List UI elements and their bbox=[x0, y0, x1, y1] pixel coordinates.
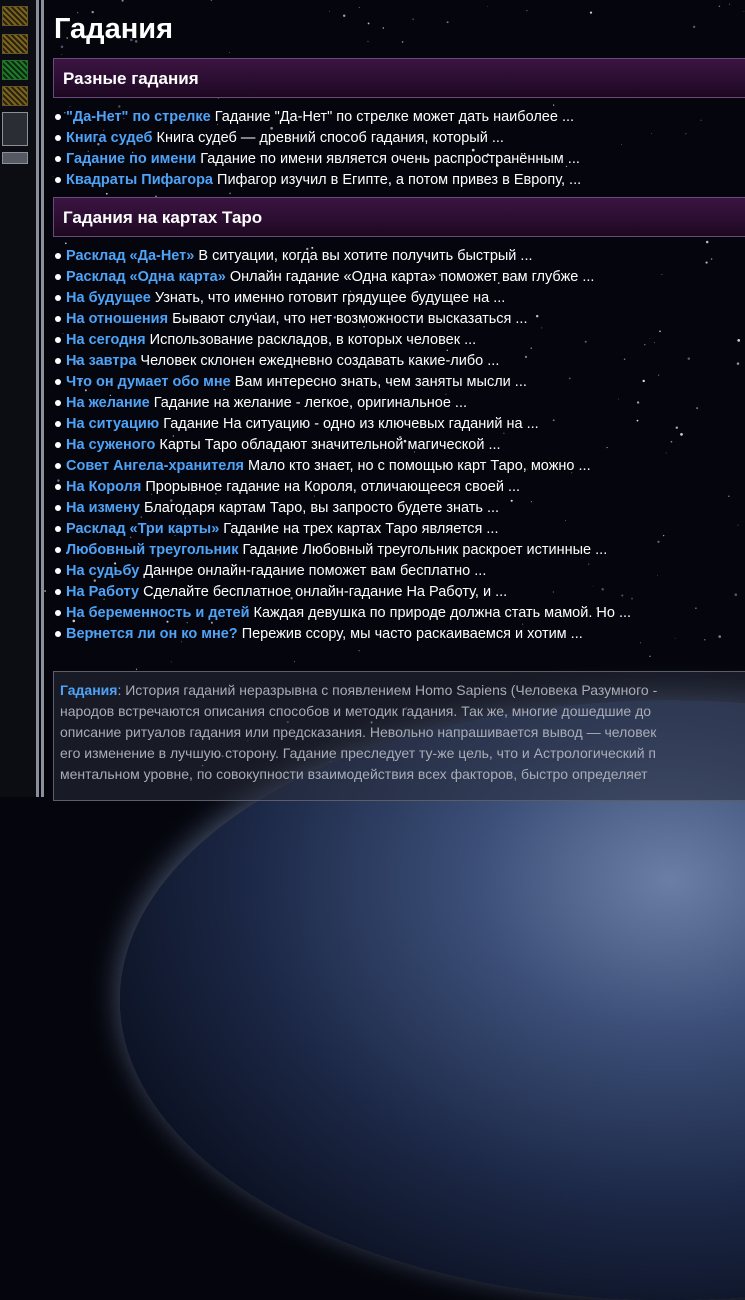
bullet-icon bbox=[55, 295, 61, 301]
item-description: Карты Таро обладают значительной магической ... bbox=[159, 437, 501, 453]
bullet-icon bbox=[55, 463, 61, 469]
star bbox=[61, 54, 62, 55]
item-link[interactable]: "Да-Нет" по стрелке bbox=[66, 109, 211, 125]
list-item bbox=[53, 170, 745, 191]
star bbox=[294, 661, 295, 662]
tarot-divination-list bbox=[53, 246, 745, 645]
item-description: Мало кто знает, но с помощью карт Таро, можно ... bbox=[248, 458, 591, 474]
item-link[interactable]: Совет Ангела-хранителя bbox=[66, 458, 244, 474]
info-line: его изменение в лучшую сторону. Гадание преследует ту-же цель, что и Астрологический п bbox=[60, 745, 656, 761]
item-description: Вам интересно знать, чем заняты мысли ... bbox=[234, 374, 527, 390]
list-item bbox=[53, 309, 745, 330]
rail-pattern-block bbox=[2, 86, 28, 106]
star bbox=[706, 241, 709, 244]
star bbox=[329, 11, 330, 12]
bullet-icon bbox=[55, 253, 61, 259]
bullet-icon bbox=[55, 610, 61, 616]
star bbox=[368, 22, 370, 24]
star bbox=[65, 243, 67, 245]
misc-divination-list bbox=[53, 107, 745, 191]
list-item bbox=[53, 519, 745, 540]
star bbox=[526, 10, 527, 11]
item-description: Благодаря картам Таро, вы запросто будете знать ... bbox=[143, 500, 500, 516]
star bbox=[693, 26, 695, 28]
info-text: : История гаданий неразрывна с появлением Homo Sapiens (Человека Разумного - bbox=[117, 682, 658, 698]
bullet-icon bbox=[55, 526, 61, 532]
item-description: Прорывное гадание на Короля, отличающееся своей ... bbox=[145, 479, 521, 495]
list-item bbox=[53, 149, 745, 170]
item-link[interactable]: Гадание по имени bbox=[66, 151, 197, 167]
item-link[interactable]: На измену bbox=[66, 500, 140, 516]
star bbox=[553, 105, 554, 106]
page-title: Гадания bbox=[54, 13, 173, 45]
bullet-icon bbox=[55, 135, 61, 141]
item-link[interactable]: Что он думает обо мне bbox=[66, 374, 231, 390]
item-description: Данное онлайн-гадание поможет вам бесплатно ... bbox=[143, 563, 487, 579]
list-item bbox=[53, 498, 745, 519]
star bbox=[229, 193, 231, 195]
star bbox=[229, 52, 230, 53]
star bbox=[136, 669, 137, 670]
bullet-icon bbox=[55, 442, 61, 448]
item-description: Гадание по имени является очень распространённым ... bbox=[200, 151, 580, 167]
item-description: Пифагор изучил в Египте, а потом привез в Европу, ... bbox=[217, 172, 582, 188]
divider-line bbox=[36, 0, 39, 797]
list-item bbox=[53, 603, 745, 624]
info-link[interactable]: Гадания bbox=[60, 682, 118, 698]
bullet-icon bbox=[55, 274, 61, 280]
item-link[interactable]: На отношения bbox=[66, 311, 169, 327]
list-item bbox=[53, 267, 745, 288]
star bbox=[218, 98, 219, 99]
rail-pattern-block bbox=[2, 112, 28, 146]
bullet-icon bbox=[55, 400, 61, 406]
list-item bbox=[53, 246, 745, 267]
star bbox=[359, 650, 360, 651]
star bbox=[487, 6, 488, 7]
item-link[interactable]: На желание bbox=[66, 395, 150, 411]
item-link[interactable]: Вернется ли он ко мне? bbox=[66, 626, 238, 642]
star bbox=[402, 41, 404, 43]
star bbox=[211, 0, 213, 1]
star bbox=[343, 14, 345, 16]
list-item bbox=[53, 435, 745, 456]
bullet-icon bbox=[55, 547, 61, 553]
item-link[interactable]: На ситуацию bbox=[66, 416, 160, 432]
rail-pattern-block bbox=[2, 34, 28, 54]
item-description: Гадание На ситуацию - одно из ключевых гаданий на ... bbox=[163, 416, 539, 432]
section-heading: Гадания на картах Таро bbox=[63, 208, 263, 227]
item-link[interactable]: Любовный треугольник bbox=[66, 542, 239, 558]
rail-pattern-block bbox=[2, 152, 28, 164]
item-description: Сделайте бесплатное онлайн-гадание На Работу, и ... bbox=[143, 584, 508, 600]
list-item bbox=[53, 330, 745, 351]
item-link[interactable]: Книга судеб bbox=[66, 130, 153, 146]
bullet-icon bbox=[55, 114, 61, 120]
item-link[interactable]: На будущее bbox=[66, 290, 151, 306]
item-description: Бывают случаи, что нет возможности высказаться ... bbox=[172, 311, 528, 327]
item-link[interactable]: Расклад «Одна карта» bbox=[66, 269, 226, 285]
bullet-icon bbox=[55, 589, 61, 595]
item-description: Онлайн гадание «Одна карта» поможет вам глубже ... bbox=[229, 269, 595, 285]
bullet-icon bbox=[55, 568, 61, 574]
star bbox=[744, 11, 745, 12]
item-description: В ситуации, когда вы хотите получить быстрый ... bbox=[198, 248, 533, 264]
info-line: народов встречаются описания способов и методик гадания. Так же, многие дошедшие до bbox=[60, 703, 652, 719]
item-description: Пережив ссору, мы часто раскаиваемся и хотим ... bbox=[241, 626, 583, 642]
item-link[interactable]: На Работу bbox=[66, 584, 140, 600]
item-link[interactable]: На беременность и детей bbox=[66, 605, 250, 621]
list-item bbox=[53, 393, 745, 414]
item-link[interactable]: Расклад «Три карты» bbox=[66, 521, 220, 537]
star bbox=[447, 21, 449, 23]
list-item bbox=[53, 561, 745, 582]
item-description: Гадание на желание - легкое, оригинальное ... bbox=[153, 395, 468, 411]
divider-line bbox=[41, 0, 44, 797]
info-line: ментальном уровне, по совокупности взаимодействия всех факторов, быстро определяет bbox=[60, 766, 648, 782]
section-header-misc bbox=[53, 58, 745, 98]
star bbox=[359, 7, 360, 8]
rail-pattern-block bbox=[2, 6, 28, 26]
item-description: Каждая девушка по природе должна стать мамой. Но ... bbox=[253, 605, 632, 621]
item-description: Человек склонен ежедневно создавать какие-либо ... bbox=[140, 353, 500, 369]
star bbox=[729, 4, 730, 5]
star bbox=[383, 27, 384, 28]
star bbox=[412, 19, 413, 20]
info-line bbox=[60, 680, 745, 701]
item-description: Узнать, что именно готовит грядущее будущее на ... bbox=[154, 290, 506, 306]
list-item bbox=[53, 624, 745, 645]
star bbox=[367, 41, 368, 42]
section-heading: Разные гадания bbox=[63, 69, 199, 88]
list-item bbox=[53, 372, 745, 393]
bullet-icon bbox=[55, 379, 61, 385]
item-link[interactable]: На суженого bbox=[66, 437, 156, 453]
item-description: Использование раскладов, в которых человек ... bbox=[149, 332, 477, 348]
item-link[interactable]: На Короля bbox=[66, 479, 142, 495]
bullet-icon bbox=[55, 505, 61, 511]
list-item bbox=[53, 128, 745, 149]
list-item bbox=[53, 582, 745, 603]
list-item bbox=[53, 288, 745, 309]
list-item bbox=[53, 540, 745, 561]
list-item bbox=[53, 414, 745, 435]
item-description: Книга судеб — древний способ гадания, который ... bbox=[156, 130, 504, 146]
rail-pattern-block bbox=[2, 60, 28, 80]
star bbox=[106, 193, 108, 195]
star bbox=[44, 590, 46, 592]
item-link[interactable]: На завтра bbox=[66, 353, 137, 369]
item-link[interactable]: Квадраты Пифагора bbox=[66, 172, 213, 188]
star bbox=[590, 11, 592, 13]
bullet-icon bbox=[55, 177, 61, 183]
bullet-icon bbox=[55, 358, 61, 364]
bullet-icon bbox=[55, 316, 61, 322]
star bbox=[719, 5, 721, 7]
star bbox=[122, 0, 124, 2]
item-description: Гадание на трех картах Таро является ... bbox=[223, 521, 499, 537]
bullet-icon bbox=[55, 484, 61, 490]
section-header-tarot bbox=[53, 197, 745, 237]
list-item bbox=[53, 107, 745, 128]
list-item bbox=[53, 351, 745, 372]
info-line: описание ритуалов гадания или предсказания. Невольно напрашивается вывод — человек bbox=[60, 724, 657, 740]
bullet-icon bbox=[55, 337, 61, 343]
item-link[interactable]: На сегодня bbox=[66, 332, 146, 348]
left-sidebar-rail bbox=[0, 0, 36, 797]
bullet-icon bbox=[55, 631, 61, 637]
item-description: Гадание "Да-Нет" по стрелке может дать наиболее ... bbox=[214, 109, 575, 125]
bullet-icon bbox=[55, 421, 61, 427]
info-box bbox=[53, 671, 745, 801]
bullet-icon bbox=[55, 156, 61, 162]
star bbox=[171, 661, 172, 662]
star bbox=[649, 656, 650, 657]
item-link[interactable]: На судьбу bbox=[66, 563, 140, 579]
item-link[interactable]: Расклад «Да-Нет» bbox=[66, 248, 195, 264]
list-item bbox=[53, 477, 745, 498]
item-description: Гадание Любовный треугольник раскроет истинные ... bbox=[242, 542, 608, 558]
list-item bbox=[53, 456, 745, 477]
